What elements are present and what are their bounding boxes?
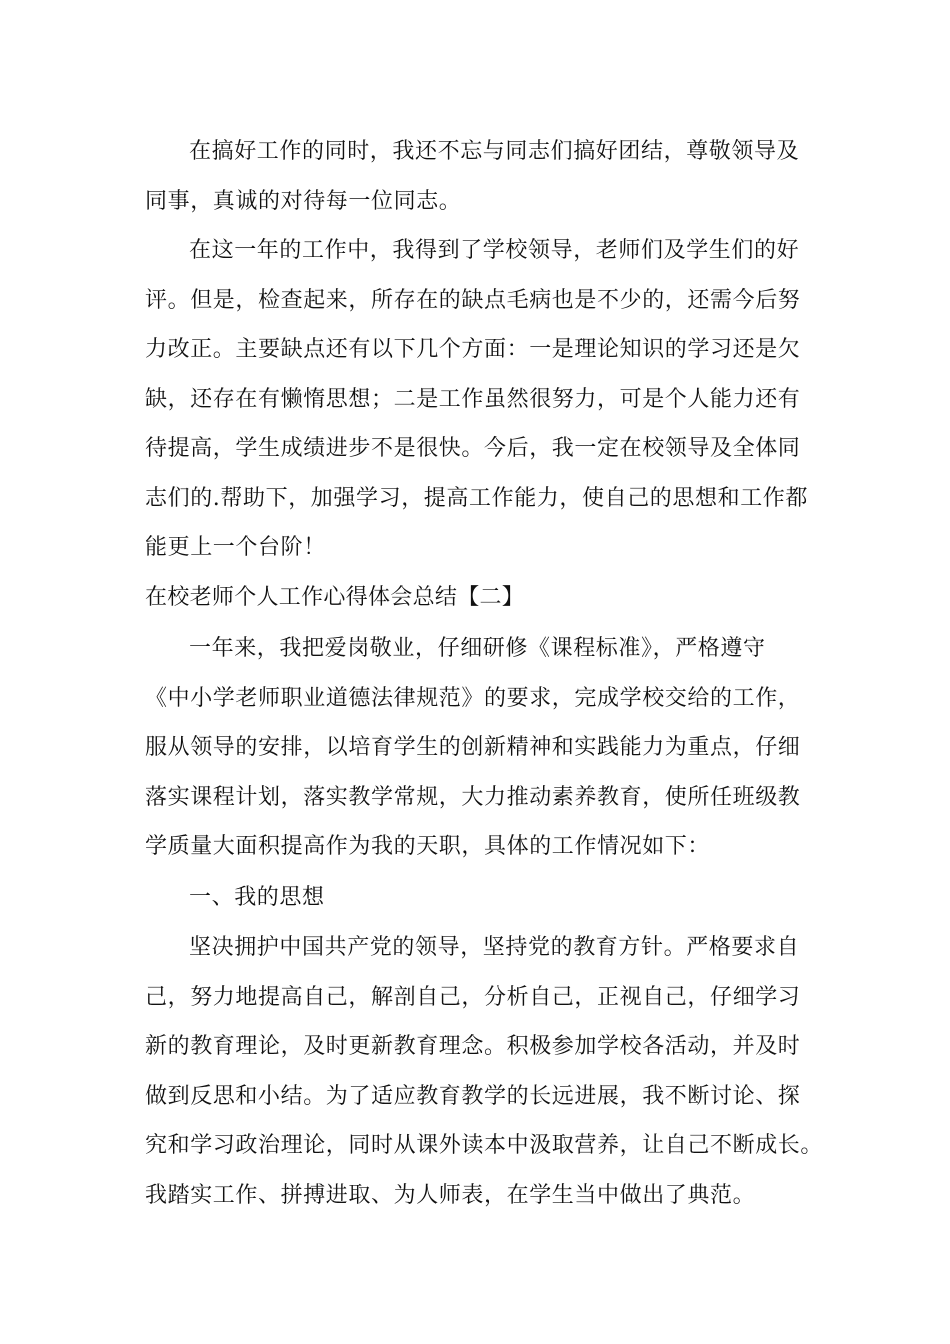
text-line: 《中小学老师职业道德法律规范》的要求，完成学校交给的工作， <box>145 685 801 711</box>
text-line: 做到反思和小结。为了适应教育教学的长远进展，我不断讨论、探 <box>145 1083 801 1109</box>
text-line: 一、我的思想 <box>189 885 325 910</box>
text-line: 在这一年的工作中，我得到了学校领导，老师们及学生们的好 <box>189 238 800 263</box>
paragraph-overview <box>145 624 825 872</box>
subsection-heading <box>145 873 825 923</box>
text-line: 落实课程计划，落实教学常规，大力推动素养教育，使所任班级教 <box>145 784 801 810</box>
text-line: 缺，还存在有懒惰思想；二是工作虽然很努力，可是个人能力还有 <box>145 386 801 412</box>
text-line: 一年来，我把爱岗敬业，仔细研修《课程标准》，严格遵守 <box>189 636 766 661</box>
paragraph-thoughts <box>145 923 825 1220</box>
text-line: 新的教育理论，及时更新教育理念。积极参加学校各活动，并及时 <box>145 1034 801 1059</box>
section-heading: 在校老师个人工作心得体会总结【二】 <box>145 585 525 610</box>
text-line: 志们的.帮助下，加强学习，提高工作能力，使自己的思想和工作都 <box>145 485 808 511</box>
text-line: 己，努力地提高自己，解剖自己，分析自己，正视自己，仔细学习 <box>145 984 801 1010</box>
text-line: 我踏实工作、拼搏进取、为人师表，在学生当中做出了典范。 <box>145 1182 756 1208</box>
text-line: 在搞好工作的同时，我还不忘与同志们搞好团结，尊敬领导及 <box>189 139 800 164</box>
text-line: 能更上一个台阶！ <box>145 535 326 560</box>
paragraph-shortcomings <box>145 226 825 573</box>
text-line: 评。但是，检查起来，所存在的缺点毛病也是不少的，还需今后努 <box>145 287 801 313</box>
text-line: 同事，真诚的对待每一位同志。 <box>145 188 462 214</box>
paragraph-unity <box>145 127 825 226</box>
text-line: 学质量大面积提高作为我的天职，具体的工作情况如下： <box>145 834 711 859</box>
text-line: 服从领导的安排，以培育学生的创新精神和实践能力为重点，仔细 <box>145 735 801 760</box>
text-line: 究和学习政治理论，同时从课外读本中汲取营养，让自己不断成长。 <box>145 1133 824 1158</box>
text-line: 待提高，学生成绩进步不是很快。今后，我一定在校领导及全体同 <box>145 436 801 461</box>
text-line: 力改正。主要缺点还有以下几个方面：一是理论知识的学习还是欠 <box>145 337 801 362</box>
text-line: 坚决拥护中国共产党的领导，坚持党的教育方针。严格要求自 <box>189 935 800 960</box>
